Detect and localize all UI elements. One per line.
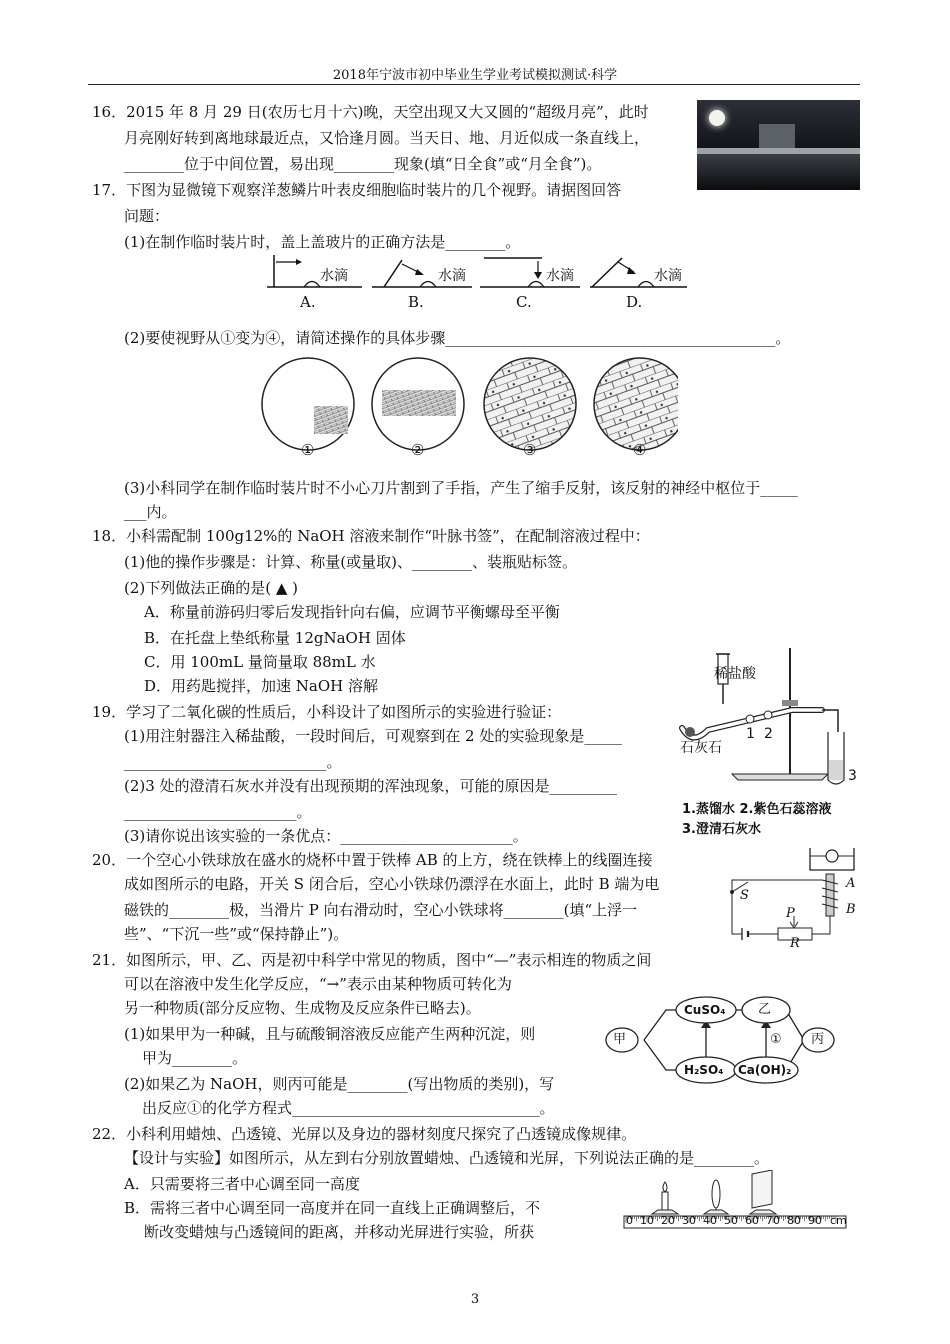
view-label-2: ② bbox=[411, 441, 425, 459]
reaction-1-label: ① bbox=[770, 1032, 782, 1047]
coil-iron-bar bbox=[822, 874, 838, 916]
moon-photo bbox=[697, 100, 860, 190]
h2so4-label: H₂SO₄ bbox=[684, 1063, 724, 1077]
view-label-4: ④ bbox=[633, 441, 647, 459]
q22-line2: 【设计与实验】如图所示，从左到右分别放置蜡烛、凸透镜和光屏，下列说法正确的是________。 bbox=[124, 1149, 770, 1167]
q21-part2-a: (2)如果乙为 NaOH，则丙可能是________(写出物质的类别)，写 bbox=[124, 1075, 555, 1093]
ruler-label-40: 40 bbox=[703, 1214, 717, 1227]
page-header: 2018年宁波市初中毕业生学业考试模拟测试·科学 bbox=[332, 68, 618, 83]
q18-option-c: C．用 100mL 量筒量取 88mL 水 bbox=[144, 653, 376, 671]
q21-part1-a: (1)如果甲为一种碱，且与硫酸铜溶液反应能产生两种沉淀，则 bbox=[124, 1025, 536, 1043]
header-rule bbox=[88, 84, 860, 85]
q18-option-d: D．用药匙搅拌，加速 NaOH 溶解 bbox=[144, 677, 379, 695]
q19-line1: 19．学习了二氧化碳的性质后，小科设计了如图所示的实验进行验证： bbox=[92, 703, 562, 721]
q18-part1: (1)他的操作步骤是：计算、称量(或量取)、________、装瓶贴标签。 bbox=[124, 553, 577, 571]
q18-line1: 18．小科需配制 100g12%的 NaOH 溶液来制作“叶脉书签”，在配制溶液过程中： bbox=[92, 527, 650, 545]
view-2 bbox=[372, 358, 464, 450]
ruler-unit-label: cm bbox=[830, 1214, 847, 1227]
q21-part1-b: 甲为________。 bbox=[142, 1049, 248, 1067]
yi-label: 乙 bbox=[758, 1002, 772, 1017]
q17-part2: (2)要使视野从①变为④，请简述操作的具体步骤____________________________________________。 bbox=[124, 329, 791, 347]
view-4 bbox=[594, 358, 678, 450]
q19-part2-a: (2)3 处的澄清石灰水并没有出现预期的浑浊现象，可能的原因是_________ bbox=[124, 777, 618, 795]
page-number: 3 bbox=[470, 1292, 480, 1307]
acid-label: 稀盐酸 bbox=[714, 666, 756, 682]
end-b-label: B bbox=[846, 902, 856, 917]
ruler-label-0: 0 bbox=[626, 1214, 633, 1227]
view-3 bbox=[484, 358, 576, 450]
view-1 bbox=[262, 358, 354, 450]
candle bbox=[652, 1182, 678, 1214]
q18-option-b: B．在托盘上垫纸称量 12gNaOH 固体 bbox=[144, 629, 406, 647]
q20-line4: 些”、“下沉一些”或“保持静止”)。 bbox=[124, 925, 349, 943]
jia-label: 甲 bbox=[613, 1032, 627, 1047]
switch-label: S bbox=[740, 888, 749, 903]
point-2-label: 2 bbox=[764, 726, 773, 742]
microscope-views-figure bbox=[258, 354, 678, 458]
q21-line2: 可以在溶液中发生化学反应，“→”表示由某种物质可转化为 bbox=[124, 975, 512, 993]
water-label-a: 水滴 bbox=[320, 268, 348, 284]
ruler-label-20: 20 bbox=[661, 1214, 675, 1227]
q18-part2: (2)下列做法正确的是( ▲ ) bbox=[124, 579, 299, 597]
water-label-b: 水滴 bbox=[438, 268, 466, 284]
q22-option-b-2: 断改变蜡烛与凸透镜间的距离，并移动光屏进行实验，所获 bbox=[144, 1223, 535, 1241]
co2-apparatus-figure bbox=[672, 648, 862, 798]
q20-line3: 磁铁的________极，当滑片 P 向右滑动时，空心小铁球将________(填“上浮一 bbox=[124, 901, 638, 919]
option-a-label: A. bbox=[300, 293, 316, 311]
q17-part3-b: ___内。 bbox=[124, 503, 177, 521]
q17-line2: 问题： bbox=[124, 207, 170, 225]
option-b-label: B. bbox=[408, 293, 424, 311]
q21-line3: 另一种物质(部分反应物、生成物及反应条件已略去)。 bbox=[124, 999, 481, 1017]
bing-label: 丙 bbox=[811, 1032, 825, 1047]
slider-label: P bbox=[786, 906, 795, 921]
water-label-d: 水滴 bbox=[654, 268, 682, 284]
cuso4-label: CuSO₄ bbox=[684, 1003, 726, 1017]
q17-line1: 17．下图为显微镜下观察洋葱鳞片叶表皮细胞临时装片的几个视野。请据图回答 bbox=[92, 181, 622, 199]
q17-part3-a: (3)小科同学在制作临时装片时不小心刀片割到了手指，产生了缩手反射，该反射的神经中枢位于_____ bbox=[124, 479, 798, 497]
resistor-label: R bbox=[790, 936, 800, 951]
ruler-label-50: 50 bbox=[724, 1214, 738, 1227]
option-d-label: D. bbox=[626, 293, 643, 311]
ruler-label-30: 30 bbox=[682, 1214, 696, 1227]
ruler-label-60: 60 bbox=[745, 1214, 759, 1227]
water-label-c: 水滴 bbox=[546, 268, 574, 284]
apparatus-legend-1: 1.蒸馏水 2.紫色石蕊溶液 bbox=[682, 802, 832, 817]
q22-option-a: A．只需要将三者中心调至同一高度 bbox=[124, 1175, 360, 1193]
light-screen bbox=[750, 1170, 776, 1214]
ruler-label-10: 10 bbox=[640, 1214, 654, 1227]
q19-part1-a: (1)用注射器注入稀盐酸，一段时间后，可观察到在 2 处的实验现象是_____ bbox=[124, 727, 622, 745]
view-label-1: ① bbox=[301, 441, 315, 459]
apparatus-legend-2: 3.澄清石灰水 bbox=[682, 822, 761, 837]
q16-line1: 16．2015 年 8 月 29 日(农历七月十六)晚，天空出现又大又圆的“超级月亮”，此时 bbox=[92, 103, 649, 121]
lake-reflection bbox=[697, 154, 860, 190]
convex-lens bbox=[704, 1180, 728, 1214]
q18-option-a: A．称量前游码归零后发现指针向右偏，应调节平衡螺母至平衡 bbox=[144, 603, 560, 621]
q22-option-b-1: B．需将三者中心调至同一高度并在同一直线上正确调整后，不 bbox=[124, 1199, 541, 1217]
ruler-scale-labels bbox=[624, 1214, 850, 1228]
q22-line1: 22．小科利用蜡烛、凸透镜、光屏以及身边的器材刻度尺探究了凸透镜成像规律。 bbox=[92, 1125, 637, 1143]
point-3-label: 3 bbox=[848, 768, 857, 784]
q19-part1-b: ___________________________。 bbox=[124, 753, 342, 771]
q19-part3: (3)请你说出该实验的一条优点：_______________________。 bbox=[124, 827, 528, 845]
ruler-label-70: 70 bbox=[766, 1214, 780, 1227]
q16-line3: ________位于中间位置，易出现________现象(填“日全食”或“月全食”)。 bbox=[124, 155, 602, 173]
test-tube bbox=[828, 732, 844, 784]
limestone-label: 石灰石 bbox=[680, 740, 722, 756]
q21-part2-b: 出反应①的化学方程式_________________________________。 bbox=[142, 1099, 555, 1117]
q21-line1: 21．如图所示，甲、乙、丙是初中科学中常见的物质，图中“—”表示相连的物质之间 bbox=[92, 951, 652, 969]
beaker bbox=[810, 848, 854, 870]
ruler-label-80: 80 bbox=[787, 1214, 801, 1227]
view-label-3: ③ bbox=[523, 441, 537, 459]
point-1-label: 1 bbox=[746, 726, 755, 742]
q19-part2-b: _______________________。 bbox=[124, 803, 312, 821]
q16-line2: 月亮刚好转到离地球最近点，又恰逢月圆。当天日、地、月近似成一条直线上， bbox=[124, 129, 650, 147]
q20-line1: 20．一个空心小铁球放在盛水的烧杯中置于铁棒 AB 的上方，绕在铁棒上的线圈连接 bbox=[92, 851, 653, 869]
end-a-label: A bbox=[846, 876, 856, 891]
option-c-label: C. bbox=[516, 293, 532, 311]
q20-line2: 成如图所示的电路，开关 S 闭合后，空心小铁球仍漂浮在水面上，此时 B 端为电 bbox=[124, 875, 660, 893]
electromagnet-circuit-figure bbox=[712, 846, 862, 946]
moon-icon bbox=[709, 110, 725, 126]
caoh2-label: Ca(OH)₂ bbox=[738, 1063, 792, 1077]
q17-part1: (1)在制作临时装片时，盖上盖玻片的正确方法是________。 bbox=[124, 233, 521, 251]
ruler-label-90: 90 bbox=[808, 1214, 822, 1227]
